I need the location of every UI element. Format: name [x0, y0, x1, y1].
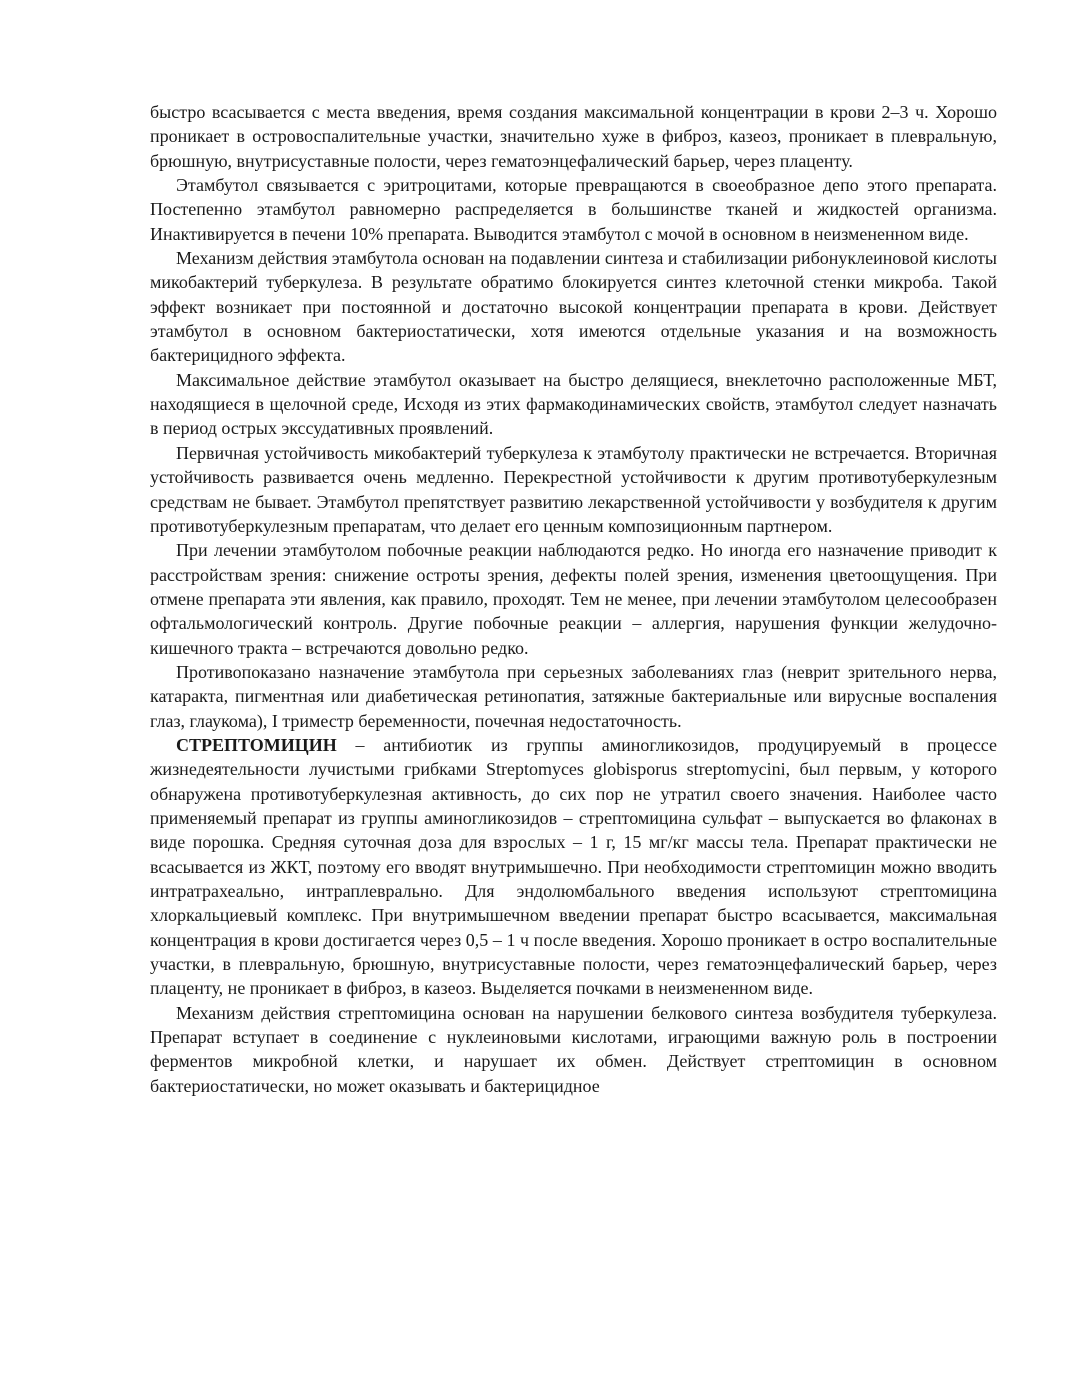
document-page [150, 100, 997, 1098]
streptomycin-term: СТРЕПТОМИЦИН [176, 734, 337, 755]
paragraph: При лечении этамбутолом побочные реакции наблюдаются редко. Но иногда его назначение приводит к расстройствам зрения: снижение остроты зрения, дефекты полей зрения, изменения цветоощущения. При отмене препарата эти явления, как правило, проходят. Тем не менее, при лечении этамбутолом целесообразен офтальмологический контроль. Другие побочные реакции – аллергия, нарушения функции желудочно-кишечного тракта – встречаются довольно редко. [150, 540, 997, 658]
paragraph: Противопоказано назначение этамбутола при серьезных заболеваниях глаз (неврит зрительного нерва, катаракта, пигментная или диабетическая ретинопатия, затяжные бактериальные или вирусные воспаления глаз, глаукома), I триместр беременности, почечная недостаточность. [150, 661, 997, 731]
paragraph: Этамбутол связывается с эритроцитами, которые превращаются в своеобразное депо этого препарата. Постепенно этамбутол равномерно распределяется в большинстве тканей и жидкостей организма. Инактивируется в печени 10% препарата. Выводится этамбутол с мочой в основном в неизмененном виде. [150, 175, 997, 244]
paragraph: быстро всасывается с места введения, время создания максимальной концентрации в крови 2–3 ч. Хорошо проникает в островоспалительные участки, значительно хуже в фиброз, казеоз, проникает в плевральную, брюшную, внутрисуставные полости, через гематоэнцефалический барьер, через плаценту. [150, 102, 997, 171]
paragraph: Первичная устойчивость микобактерий туберкулеза к этамбутолу практически не встречается. Вторичная устойчивость развивается очень медленно. Перекрестной устойчивости к другим противотуберкулезным средствам не бывает. Этамбутол препятствует развитию лекарственной устойчивости у возбудителя к другим противотуберкулезным препаратам, что делает его ценным композиционным партнером. [150, 442, 997, 536]
streptomycin-description: – антибиотик из группы аминогликозидов, продуцируемый в процессе жизнедеятельности лучистыми грибками Streptomyces globisporus streptomycini, был первым, у которого обнаружена противотуберкулезная активность, до сих пор не утратил своего значения. Наиболее часто применяемый препарат из группы аминогликозидов – стрептомицина сульфат – выпускается во флаконах в виде порошка. Средняя суточная доза для взрослых – 1 г, 15 мг/кг массы тела. Препарат практически не всасывается из ЖКТ, поэтому его вводят внутримышечно. При необходимости стрептомицин можно вводить интратрахеально, интраплеврально. Для эндолюмбального введения используют стрептомицина хлоркальциевый комплекс. При внутримышечном введении препарат быстро всасывается, максимальная концентрация в крови достигается через 0,5 – 1 ч после введения. Хорошо проникает в остро воспалительные участки, в плевральную, брюшную, внутрисуставные полости, через гематоэнцефалический барьер, через плаценту, не проникает в фиброз, в казеоз. Выделяется почками в неизмененном виде. [150, 734, 997, 999]
paragraph: Механизм действия этамбутола основан на подавлении синтеза и стабилизации рибонуклеиновой кислоты микобактерий туберкулеза. В результате обратимо блокируется синтез клеточной стенки микроба. Такой эффект возникает при постоянной и достаточно высокой концентрации препарата в крови. Действует этамбутол в основном бактериостатически, хотя имеются отдельные указания и на возможность бактерицидного эффекта. [150, 248, 997, 366]
paragraph: Максимальное действие этамбутол оказывает на быстро делящиеся, внеклеточно расположенные МБТ, находящиеся в щелочной среде, Исходя из этих фармакодинамических свойств, этамбутол следует назначать в период острых экссудативных проявлений. [150, 369, 997, 439]
paragraph: Механизм действия стрептомицина основан на нарушении белкового синтеза возбудителя туберкулеза. Препарат вступает в соединение с нуклеиновыми кислотами, играющими важную роль в построении ферментов микробной клетки, и нарушает их обмен. Действует стрептомицин в основном бактериостатически, но может оказывать и бактерицидное [150, 1002, 997, 1096]
streptomycin-paragraph [150, 733, 997, 1001]
